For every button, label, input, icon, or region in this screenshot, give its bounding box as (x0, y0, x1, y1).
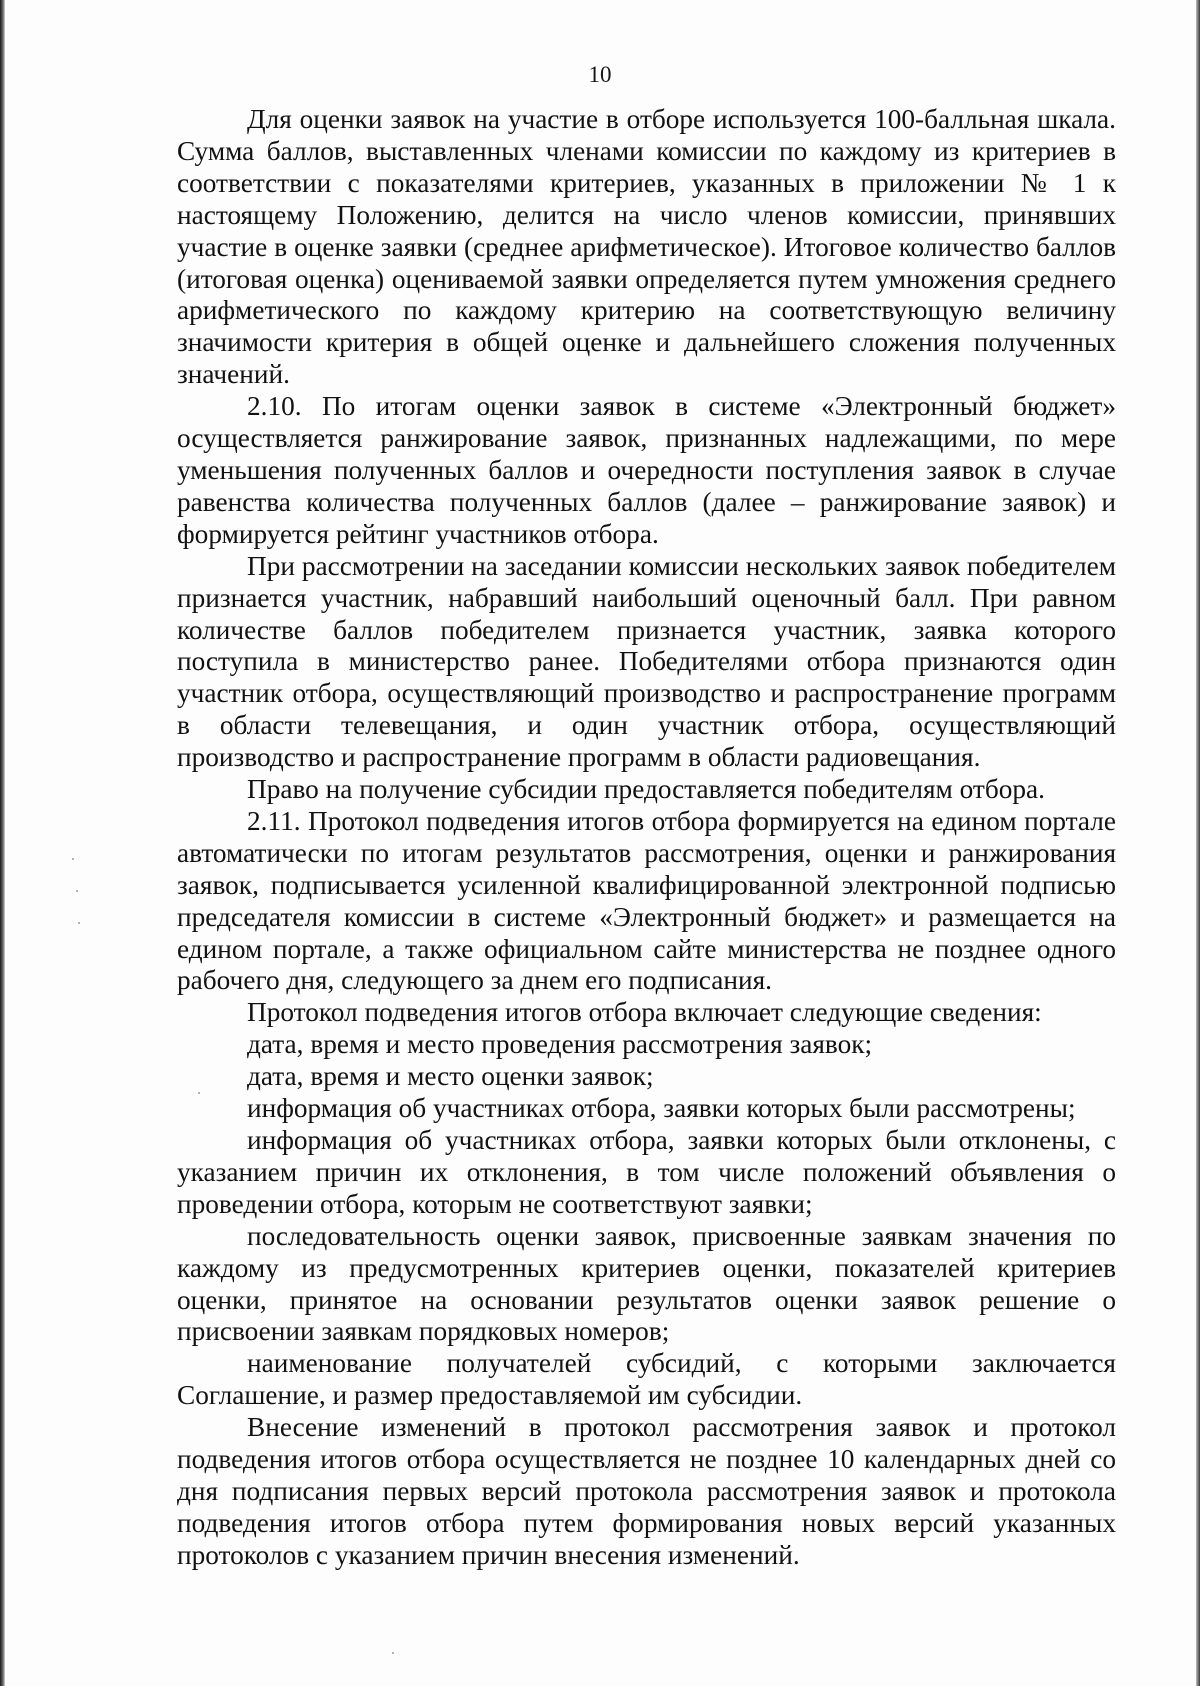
page-number: 10 (588, 62, 612, 87)
scan-edge-right (1196, 0, 1200, 1686)
list-item-rejected-participants: информация об участниках отбора, заявки которых были отклонены, с указанием причин их отклонения, в том числе положений объявления о проведении отбора, которым не соответствуют заявки; (177, 1125, 1116, 1219)
scan-speck (78, 922, 80, 924)
paragraph-protocol-contents: Протокол подведения итогов отбора включает следующие сведения: (247, 997, 1042, 1028)
list-item-review-date: дата, время и место проведения рассмотрения заявок; (247, 1029, 873, 1060)
scan-speck (392, 1652, 394, 1654)
paragraph-protocol-amendments: Внесение изменений в протокол рассмотрения заявок и протокол подведения итогов отбора осуществляется не позднее 10 календарных дней со дня подписания первых версий протокола рассмотрения заявок и протокола подведения итогов отбора путем формирования новых версий указанных протоколов с указанием причин внесения изменений. (177, 1412, 1116, 1570)
document-body (177, 104, 1116, 1572)
paragraph-scoring-scale: Для оценки заявок на участие в отборе используется 100-балльная шкала. Сумма баллов, выставленных членами комиссии по каждому из критериев в соответствии с показателями критериев, указанных в приложении № 1 к настоящему Положению, делится на число членов комиссии, принявших участие в оценке заявки (среднее арифметическое). Итоговое количество баллов (итоговая оценка) оцениваемой заявки определяется путем умножения среднего арифметического по каждому критерию на соответствующую величину значимости критерия в общей оценке и дальнейшего сложения полученных значений. (177, 104, 1116, 390)
scan-speck (72, 858, 74, 860)
scan-edge-left (0, 0, 5, 1686)
scan-speck (76, 890, 78, 892)
list-item-recipients: наименование получателей субсидий, с которыми заключается Соглашение, и размер предоставляемой им субсидии. (177, 1348, 1116, 1411)
scan-speck (198, 1092, 200, 1094)
paragraph-subsidy-right: Право на получение субсидии предоставляется победителям отбора. (247, 774, 1045, 805)
list-item-evaluation-date: дата, время и место оценки заявок; (247, 1061, 654, 1092)
paragraph-2-10-ranking: 2.10. По итогам оценки заявок в системе «Электронный бюджет» осуществляется ранжирование заявок, признанных надлежащими, по мере уменьшения полученных баллов и очередности поступления заявок в случае равенства количества полученных баллов (далее – ранжирование заявок) и формируется рейтинг участников отбора. (177, 391, 1116, 549)
paragraph-2-11-protocol: 2.11. Протокол подведения итогов отбора формируется на едином портале автоматически по итогам результатов рассмотрения, оценки и ранжирования заявок, подписывается усиленной квалифицированной электронной подписью председателя комиссии в системе «Электронный бюджет» и размещается на едином портале, а также официальном сайте министерства не позднее одного рабочего дня, следующего за днем его подписания. (177, 805, 1116, 996)
list-item-reviewed-participants: информация об участниках отбора, заявки которых были рассмотрены; (247, 1093, 1076, 1124)
list-item-evaluation-sequence: последовательность оценки заявок, присвоенные заявкам значения по каждому из предусмотренных критериев оценки, показателей критериев оценки, принятое на основании результатов оценки заявок решение о присвоении заявкам порядковых номеров; (177, 1220, 1116, 1347)
paragraph-winner-selection: При рассмотрении на заседании комиссии нескольких заявок победителем признается участник, набравший наибольший оценочный балл. При равном количестве баллов победителем признается участник, заявка которого поступила в министерство ранее. Победителями отбора признаются один участник отбора, осуществляющий производство и распространение программ в области телевещания, и один участник отбора, осуществляющий производство и распространение программ в области радиовещания. (177, 550, 1116, 773)
